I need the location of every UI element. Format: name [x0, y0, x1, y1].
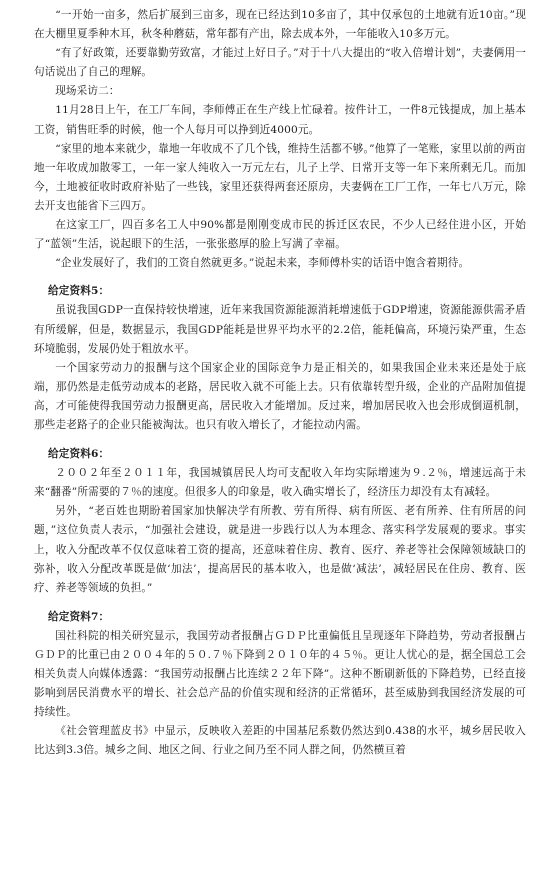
paragraph: “有了好政策，还要靠勤劳致富，才能过上好日子。”对于十八大提出的“收入倍增计划”，夫妻俩用一句话说出了自己的理解。: [34, 47, 526, 79]
paragraph: “一开始一亩多，然后扩展到三亩多，现在已经达到10多亩了，其中仅承包的土地就有近10亩。”现在大棚里夏季种木耳，秋冬种蘑菇，常年都有产出，除去成本外，一年能收入10多万元。: [34, 9, 526, 41]
paragraph: 《社会管理蓝皮书》中显示，反映收入差距的中国基尼系数仍然达到0.438的水平，城乡居民收入比达到3.3倍。城乡之间、地区之间、行业之间乃至不同人群之间，仍然横亘着: [34, 725, 526, 757]
paragraph: 在这家工厂，四百多名工人中90%都是刚刚变成市民的拆迁区农民，不少人已经住进小区，开始了“蓝领”生活，说起眼下的生活，一张张憨厚的脸上写满了幸福。: [34, 219, 526, 251]
paragraph: ２００２年至２０１１年，我国城镇居民人均可支配收入年均实际增速为９.２％，增速远高于未来“翻番”所需要的７％的速度。但很多人的印象是，收入确实增长了，经济压力却没有太有减轻。: [34, 467, 526, 499]
paragraph: 国社科院的相关研究显示，我国劳动者报酬占ＧＤＰ比重偏低且呈现逐年下降趋势，劳动者报酬占ＧＤＰ的比重已由２００４年的５０.７％下降到２０１０年的４５％。更让人忧心的是，据全国总工会相关负责人向媒体透露：“我国劳动报酬占比连续２２年下降”。这种不断刷新低的下降趋势，已经直接影响到居民消费水平的增长、社会总产品的价值实现和经济的正常循环，甚至威胁到我国经济发展的可持续性。: [34, 629, 526, 719]
paragraph: 另外，“老百姓也期盼着国家加快解决学有所教、劳有所得、病有所医、老有所养、住有所居的问题，”这位负责人表示，“加强社会建设，就是进一步践行以人为本理念、落实科学发展观的要求。事实上，收入分配改革不仅仅意味着工资的提高，还意味着住房、教育、医疗、养老等社会保障领域缺口的弥补，收入分配改革既是做‘加法’，提高居民的基本收入，也是做‘减法’，减轻居民在住房、教育、医疗、养老等领域的负担。”: [34, 505, 526, 594]
material-6-label: 给定资料6：: [48, 448, 110, 461]
paragraph: 虽说我国GDP一直保持较快增速，近年来我国资源能源消耗增速低于GDP增速，资源能源供需矛盾有所缓解，但是，数据显示，我国GDP能耗是世界平均水平的2.2倍，能耗偏高，环境污染严重，生态环境脆弱，发展仍处于粗放水平。: [34, 304, 526, 355]
paragraph: “企业发展好了，我们的工资自然就更多。”说起未来，李师傅朴实的话语中饱含着期待。: [55, 257, 470, 270]
material-5-label: 给定资料5：: [48, 285, 110, 298]
paragraph: 一个国家劳动力的报酬与这个国家企业的国际竞争力是正相关的，如果我国企业未来还是处于底端，那仍然是走低劳动成本的老路，居民收入就不可能上去。只有依靠转型升级，企业的产品附加值提高，才可能使得我国劳动力报酬更高，居民收入才能增加。反过来，增加居民收入也会形成倒逼机制，那些走老路子的企业只能被淘汰。也只有收入增长了，才能拉动内需。: [34, 361, 526, 431]
paragraph: 11月28日上午，在工厂车间，李师傅正在生产线上忙碌着。按件计工，一件8元钱提成，加上基本工资，销售旺季的时候，他一个人每月可以挣到近4000元。: [34, 104, 526, 136]
material-7-label: 给定资料7：: [48, 610, 110, 623]
interview-subheading: 现场采访二：: [55, 85, 120, 98]
paragraph: “家里的地本来就少，靠地一年收成不了几个钱，维持生活都不够。”他算了一笔账，家里以前的两亩地一年收成加散零工，一年一家人纯收入一万元左右，儿子上学、日常开支等一年下来所剩无几。而加今，土地被征收时政府补贴了一些钱，家里还获得两套还原房，夫妻俩在工厂工作，一年七八万元，除去开支也能省下三四万。: [34, 142, 526, 212]
